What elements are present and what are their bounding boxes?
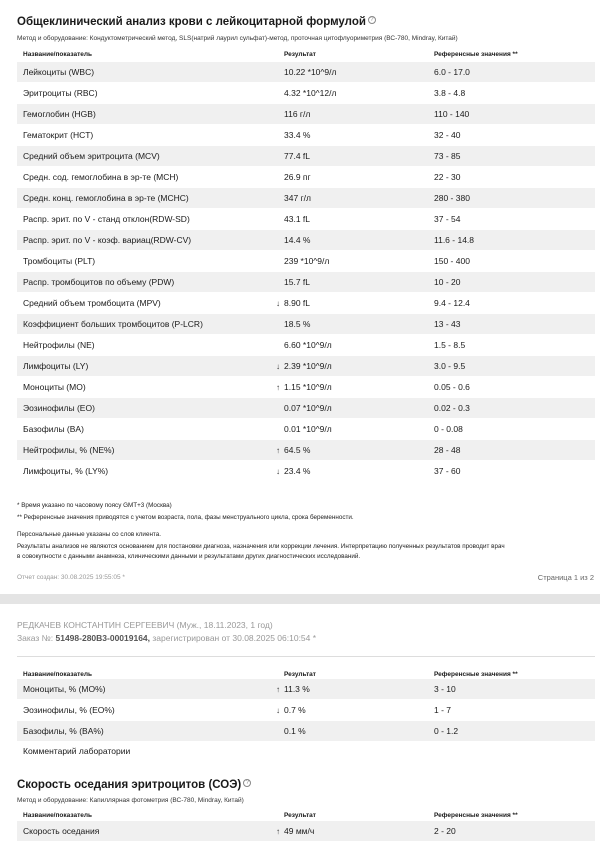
table-row <box>17 83 595 103</box>
table-row <box>17 209 595 229</box>
arrow-down-icon: ↓ <box>276 467 280 476</box>
table-row <box>17 679 595 699</box>
patient-name: РЕДКАЧЕВ КОНСТАНТИН СЕРГЕЕВИЧ (Муж., 18.11.2023, 1 год) <box>17 620 273 630</box>
reference-range: 3 - 10 <box>434 684 456 694</box>
header-name: Название/показатель <box>23 51 93 58</box>
table-row <box>17 461 595 481</box>
table-row <box>17 377 595 397</box>
result-value: 26.9 пг <box>284 172 311 182</box>
result-value: 0.01 *10^9/л <box>284 424 332 434</box>
reference-range: 110 - 140 <box>434 109 470 119</box>
result-value: 14.4 % <box>284 235 311 245</box>
test-name: Базофилы (BA) <box>23 424 84 434</box>
table-row <box>17 188 595 208</box>
disclaimer-line-2: в совокупности с данными анамнеза, клиническими данными и результатами других диагностических исследований. <box>17 553 361 560</box>
table-row <box>17 167 595 187</box>
test-result <box>276 298 310 308</box>
reference-range: 1 - 7 <box>434 705 452 715</box>
arrow-down-icon: ↓ <box>276 706 280 715</box>
reference-range: 3.0 - 9.5 <box>434 361 466 371</box>
reference-range: 3.8 - 4.8 <box>434 88 466 98</box>
result-value: 11.3 % <box>284 684 310 694</box>
table-row <box>17 230 595 250</box>
test-name: Лейкоциты (WBC) <box>23 67 95 77</box>
cbc-method-text: Метод и оборудование: Кондуктометрический метод, SLS(натрий лаурил сульфат)-метод, проточная цитофлуориметрия (ВС-780, Mindray, Китай) <box>17 35 458 42</box>
test-name: Средний объем эритроцита (MCV) <box>23 151 160 161</box>
table-row <box>17 272 595 292</box>
reference-range: 32 - 40 <box>434 130 461 140</box>
report-created-timestamp: Отчет создан: 30.08.2025 19:55:05 * <box>17 574 125 581</box>
test-name: Эритроциты (RBC) <box>23 88 98 98</box>
result-value: 0.7 % <box>284 705 306 715</box>
table-row <box>17 146 595 166</box>
disclaimer-line-1: Результаты анализов не являются основанием для постановки диагноза, назначения или коррекции лечения. Интерпретацию полученных результатов проводит врач <box>17 543 505 550</box>
order-info: Заказ №: 51498-280В3-00019164, зарегистрирован от 30.08.2025 06:10:54 * <box>17 633 317 643</box>
table-row <box>17 721 595 741</box>
test-result <box>276 826 314 836</box>
esr-method-text: Метод и оборудование: Капиллярная фотометрия (ВС-780, Mindray, Китай) <box>17 797 244 804</box>
header-ref: Референсные значения ** <box>434 51 518 58</box>
arrow-up-icon: ↑ <box>276 827 280 836</box>
arrow-up-icon: ↑ <box>276 446 280 455</box>
reference-range: 10 - 20 <box>434 277 461 287</box>
test-name: Коэффициент больших тромбоцитов (P-LCR) <box>23 319 203 329</box>
test-result <box>284 130 310 140</box>
test-result <box>284 151 310 161</box>
arrow-down-icon: ↓ <box>276 362 280 371</box>
result-value: 23.4 % <box>284 466 311 476</box>
header-result: Результат <box>284 51 316 58</box>
arrow-down-icon: ↓ <box>276 299 280 308</box>
test-result <box>284 340 332 350</box>
test-name: Базофилы, % (BA%) <box>23 726 104 736</box>
test-result <box>284 67 336 77</box>
test-result <box>284 235 310 245</box>
personal-data-note: Персональные данные указаны со слов клиента. <box>17 531 161 538</box>
test-result <box>276 684 310 694</box>
reference-range: 0 - 1.2 <box>434 726 459 736</box>
reference-range: 22 - 30 <box>434 172 461 182</box>
table-row <box>17 62 595 82</box>
test-name: Моноциты, % (MO%) <box>23 684 106 694</box>
result-value: 10.22 *10^9/л <box>284 67 337 77</box>
reference-range: 73 - 85 <box>434 151 461 161</box>
reference-range: 37 - 60 <box>434 466 461 476</box>
test-name: Гематокрит (HCT) <box>23 130 94 140</box>
result-value: 0.1 % <box>284 726 306 736</box>
test-result <box>284 277 310 287</box>
test-name: Лимфоциты, % (LY%) <box>23 466 109 476</box>
test-result <box>276 466 310 476</box>
reference-range: 9.4 - 12.4 <box>434 298 470 308</box>
test-name: Распр. эрит. по V - станд отклон(RDW-SD) <box>23 214 190 224</box>
test-result <box>276 382 332 392</box>
arrow-up-icon: ↑ <box>276 685 280 694</box>
test-name: Лимфоциты (LY) <box>23 361 89 371</box>
table-row <box>17 398 595 418</box>
reference-note: ** Референсные значения приводятся с учетом возраста, пола, фазы менструального цикла, срока беременности. <box>17 514 354 521</box>
test-result <box>276 361 332 371</box>
cbc-section-title: Общеклинический анализ крови с лейкоцитарной формулой ? <box>17 16 376 28</box>
info-icon[interactable]: ? <box>243 779 251 787</box>
test-result <box>284 424 332 434</box>
table-row <box>17 821 595 841</box>
test-name: Средн. конц. гемоглобина в эр-те (MCHC) <box>23 193 189 203</box>
reference-range: 28 - 48 <box>434 445 461 455</box>
result-value: 1.15 *10^9/л <box>284 382 332 392</box>
cbc-cont-table-header: Название/показатель Результат Референсные значения ** <box>23 671 518 678</box>
result-value: 6.60 *10^9/л <box>284 340 332 350</box>
test-result <box>284 403 332 413</box>
result-value: 4.32 *10^12/л <box>284 88 337 98</box>
reference-range: 0.02 - 0.3 <box>434 403 470 413</box>
table-row <box>17 314 595 334</box>
test-result <box>276 445 310 455</box>
table-row <box>17 419 595 439</box>
test-result <box>284 256 329 266</box>
result-value: 33.4 % <box>284 130 311 140</box>
esr-table-header: Название/показатель Результат Референсные значения ** <box>23 812 518 819</box>
arrow-up-icon: ↑ <box>276 383 280 392</box>
result-value: 0.07 *10^9/л <box>284 403 332 413</box>
divider <box>17 656 595 657</box>
test-name: Моноциты (MO) <box>23 382 86 392</box>
test-result <box>284 193 311 203</box>
cbc-table-header <box>17 48 595 62</box>
test-result <box>284 88 336 98</box>
test-result <box>284 214 310 224</box>
result-value: 239 *10^9/л <box>284 256 330 266</box>
result-value: 347 г/л <box>284 193 311 203</box>
reference-range: 6.0 - 17.0 <box>434 67 470 77</box>
test-name: Распр. тромбоцитов по объему (PDW) <box>23 277 175 287</box>
reference-range: 37 - 54 <box>434 214 461 224</box>
table-row <box>17 356 595 376</box>
esr-section-title: Скорость оседания эритроцитов (СОЭ) ? <box>17 779 251 791</box>
table-row <box>17 125 595 145</box>
result-value: 15.7 fL <box>284 277 310 287</box>
table-row <box>17 440 595 460</box>
result-value: 18.5 % <box>284 319 311 329</box>
result-value: 116 г/л <box>284 109 311 119</box>
test-name: Средний объем тромбоцита (MPV) <box>23 298 161 308</box>
test-name: Гемоглобин (HGB) <box>23 109 96 119</box>
test-name: Скорость оседания <box>23 826 100 836</box>
table-row <box>17 293 595 313</box>
reference-range: 2 - 20 <box>434 826 456 836</box>
reference-range: 0.05 - 0.6 <box>434 382 470 392</box>
result-value: 2.39 *10^9/л <box>284 361 332 371</box>
test-result <box>284 109 310 119</box>
test-name: Распр. эрит. по V - коэф. вариац(RDW-CV) <box>23 235 192 245</box>
table-row <box>17 700 595 720</box>
reference-range: 13 - 43 <box>434 319 461 329</box>
table-row <box>17 104 595 124</box>
reference-range: 11.6 - 14.8 <box>434 235 475 245</box>
reference-range: 1.5 - 8.5 <box>434 340 466 350</box>
table-row <box>17 251 595 271</box>
test-result <box>284 726 306 736</box>
info-icon[interactable]: ? <box>368 16 376 24</box>
result-value: 77.4 fL <box>284 151 310 161</box>
reference-range: 150 - 400 <box>434 256 470 266</box>
test-name: Тромбоциты (PLT) <box>23 256 96 266</box>
reference-range: 280 - 380 <box>434 193 470 203</box>
page-number: Страница 1 из 2 <box>537 573 594 582</box>
test-result <box>284 172 311 182</box>
result-value: 64.5 % <box>284 445 311 455</box>
test-name: Нейтрофилы (NE) <box>23 340 95 350</box>
time-note: * Время указано по часовому поясу GMT+3 (Москва) <box>17 502 172 509</box>
test-result <box>276 705 306 715</box>
result-value: 43.1 fL <box>284 214 310 224</box>
table-row <box>17 335 595 355</box>
test-result <box>284 319 310 329</box>
test-name: Эозинофилы (EO) <box>23 403 95 413</box>
result-value: 8.90 fL <box>284 298 310 308</box>
lab-comment-label: Комментарий лаборатории <box>23 746 131 756</box>
test-name: Нейтрофилы, % (NE%) <box>23 445 115 455</box>
test-name: Средн. сод. гемоглобина в эр-те (MCH) <box>23 172 179 182</box>
test-name: Эозинофилы, % (EO%) <box>23 705 115 715</box>
reference-range: 0 - 0.08 <box>434 424 463 434</box>
result-value: 49 мм/ч <box>284 826 315 836</box>
order-number: 51498-280В3-00019164, <box>55 633 151 643</box>
